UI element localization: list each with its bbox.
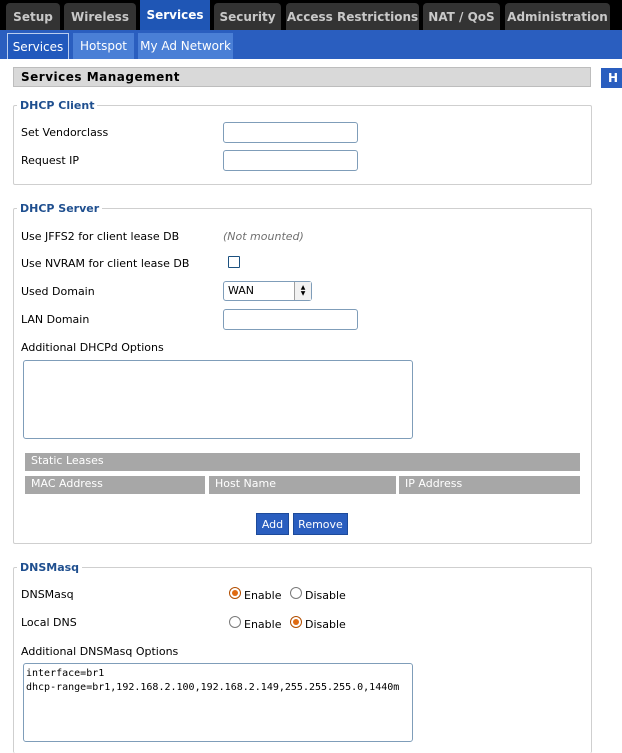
column-mac-address: MAC Address xyxy=(25,476,205,494)
dnsmasq-options-textarea[interactable] xyxy=(23,663,413,742)
vendorclass-label: Set Vendorclass xyxy=(21,126,109,139)
nvram-checkbox[interactable] xyxy=(228,256,240,268)
subtab-services[interactable]: Services xyxy=(7,33,69,59)
dnsmasq-label: DNSMasq xyxy=(21,588,74,601)
used-domain-select[interactable] xyxy=(223,281,312,301)
local-dns-enable-radio[interactable] xyxy=(229,616,241,628)
add-button[interactable]: Add xyxy=(256,513,289,535)
vendorclass-input[interactable] xyxy=(223,122,358,143)
column-host-name: Host Name xyxy=(209,476,396,494)
dnsmasq-disable-radio[interactable] xyxy=(290,587,302,599)
nvram-label: Use NVRAM for client lease DB xyxy=(21,257,190,270)
dnsmasq-options-label: Additional DNSMasq Options xyxy=(21,645,179,658)
column-ip-address: IP Address xyxy=(399,476,580,494)
top-nav xyxy=(0,0,622,30)
tab-security[interactable]: Security xyxy=(214,3,281,30)
tab-services[interactable]: Services xyxy=(140,0,210,30)
help-tab[interactable]: H xyxy=(601,68,622,88)
tab-setup[interactable]: Setup xyxy=(6,3,60,30)
dnsmasq-enable-label: Enable xyxy=(244,589,282,602)
dhcp-client-legend: DHCP Client xyxy=(17,99,97,112)
dnsmasq-options-line-2: dhcp-range=br1,192.168.2.100,192.168.2.149,255.255.255.0,1440m xyxy=(26,682,400,693)
request-ip-label: Request IP xyxy=(21,154,80,167)
local-dns-disable-label: Disable xyxy=(305,618,346,631)
tab-wireless[interactable]: Wireless xyxy=(64,3,136,30)
subtab-hotspot[interactable]: Hotspot xyxy=(73,33,134,59)
dhcp-server-legend: DHCP Server xyxy=(17,202,102,215)
static-leases-header: Static Leases xyxy=(25,453,580,471)
used-domain-label: Used Domain xyxy=(21,285,95,298)
tab-access-restrictions[interactable]: Access Restrictions xyxy=(286,3,419,30)
dnsmasq-disable-label: Disable xyxy=(305,589,346,602)
local-dns-label: Local DNS xyxy=(21,616,77,629)
dhcpd-options-label: Additional DHCPd Options xyxy=(21,341,164,354)
remove-button[interactable]: Remove xyxy=(293,513,348,535)
request-ip-input[interactable] xyxy=(223,150,358,171)
dhcp-client-fieldset xyxy=(13,105,592,185)
used-domain-value: WAN xyxy=(228,284,255,297)
jffs2-status: (Not mounted) xyxy=(223,230,304,243)
page-title: Services Management xyxy=(13,67,591,87)
lan-domain-input[interactable] xyxy=(223,309,358,330)
jffs2-label: Use JFFS2 for client lease DB xyxy=(21,230,180,243)
spin-arrows-icon: ▲ ▼ xyxy=(294,282,311,300)
local-dns-enable-label: Enable xyxy=(244,618,282,631)
dnsmasq-legend: DNSMasq xyxy=(17,561,82,574)
lan-domain-label: LAN Domain xyxy=(21,313,90,326)
sub-nav xyxy=(0,30,622,59)
tab-administration[interactable]: Administration xyxy=(505,3,610,30)
local-dns-disable-radio[interactable] xyxy=(290,616,302,628)
subtab-my-ad-network[interactable]: My Ad Network xyxy=(138,33,233,59)
dhcpd-options-textarea[interactable] xyxy=(23,360,413,439)
tab-nat-qos[interactable]: NAT / QoS xyxy=(423,3,500,30)
dnsmasq-enable-radio[interactable] xyxy=(229,587,241,599)
dnsmasq-options-line-1: interface=br1 xyxy=(26,668,105,679)
